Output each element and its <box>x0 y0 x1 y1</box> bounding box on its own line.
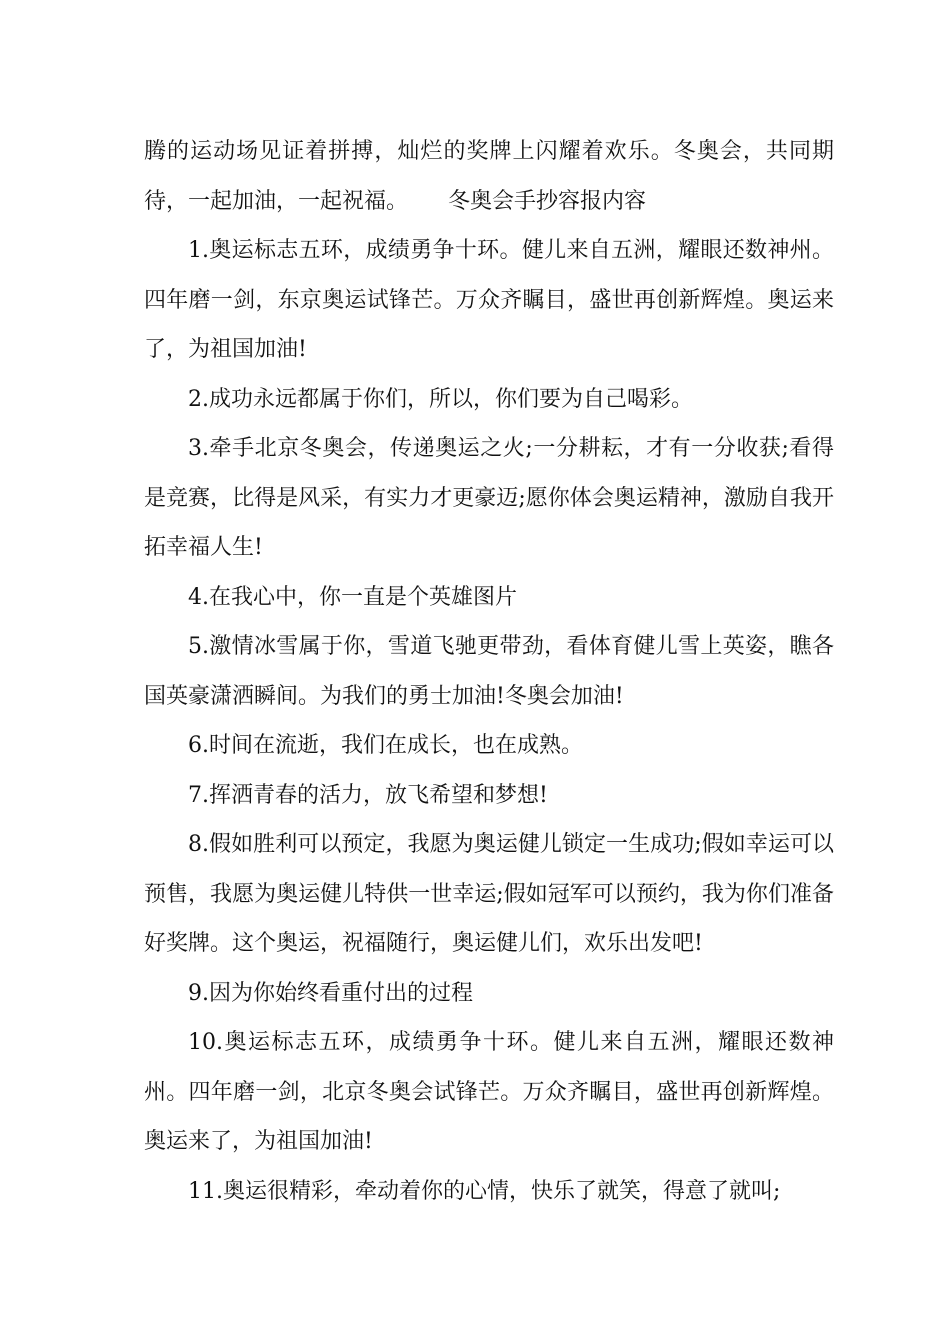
section-title: 冬奥会手抄容报内容 <box>448 188 647 214</box>
list-item: 1.奥运标志五环，成绩勇争十环。健儿来自五洲，耀眼还数神州。四年磨一剑，东京奥运试锋芒。万众齐瞩目，盛世再创新辉煌。奥运来了，为祖国加油! <box>144 238 834 362</box>
list-item: 9.因为你始终看重付出的过程 <box>188 980 473 1006</box>
list-item: 11.奥运很精彩，牵动着你的心情，快乐了就笑，得意了就叫; <box>188 1178 781 1204</box>
list-item: 7.挥洒青春的活力，放飞希望和梦想! <box>188 782 548 808</box>
list-item: 5.激情冰雪属于你，雪道飞驰更带劲，看体育健儿雪上英姿，瞧各国英豪潇洒瞬间。为我们的勇士加油!冬奥会加油! <box>144 634 834 709</box>
intro-paragraph <box>144 127 834 226</box>
intro-text: 腾的运动场见证着拼搏，灿烂的奖牌上闪耀着欢乐。冬奥会，共同期待，一起加油，一起祝福。 <box>144 139 834 214</box>
list-item: 6.时间在流逝，我们在成长，也在成熟。 <box>188 733 583 758</box>
list-item: 4.在我心中，你一直是个英雄图片 <box>188 584 517 610</box>
list-item: 3.牵手北京冬奥会，传递奥运之火;一分耕耘，才有一分收获;看得是竞赛，比得是风采，有实力才更豪迈;愿你体会奥运精神，激励自我开拓幸福人生! <box>144 436 834 560</box>
list-item: 10.奥运标志五环，成绩勇争十环。健儿来自五洲，耀眼还数神州。四年磨一剑，北京冬奥会试锋芒。万众齐瞩目，盛世再创新辉煌。奥运来了，为祖国加油! <box>144 1030 834 1154</box>
list-item: 8.假如胜利可以预定，我愿为奥运健儿锁定一生成功;假如幸运可以预售，我愿为奥运健儿特供一世幸运;假如冠军可以预约，我为你们准备好奖牌。这个奥运，祝福随行，奥运健儿们，欢乐出发吧! <box>144 832 834 956</box>
list-item: 2.成功永远都属于你们，所以，你们要为自己喝彩。 <box>188 386 693 412</box>
document-body <box>144 127 834 1216</box>
